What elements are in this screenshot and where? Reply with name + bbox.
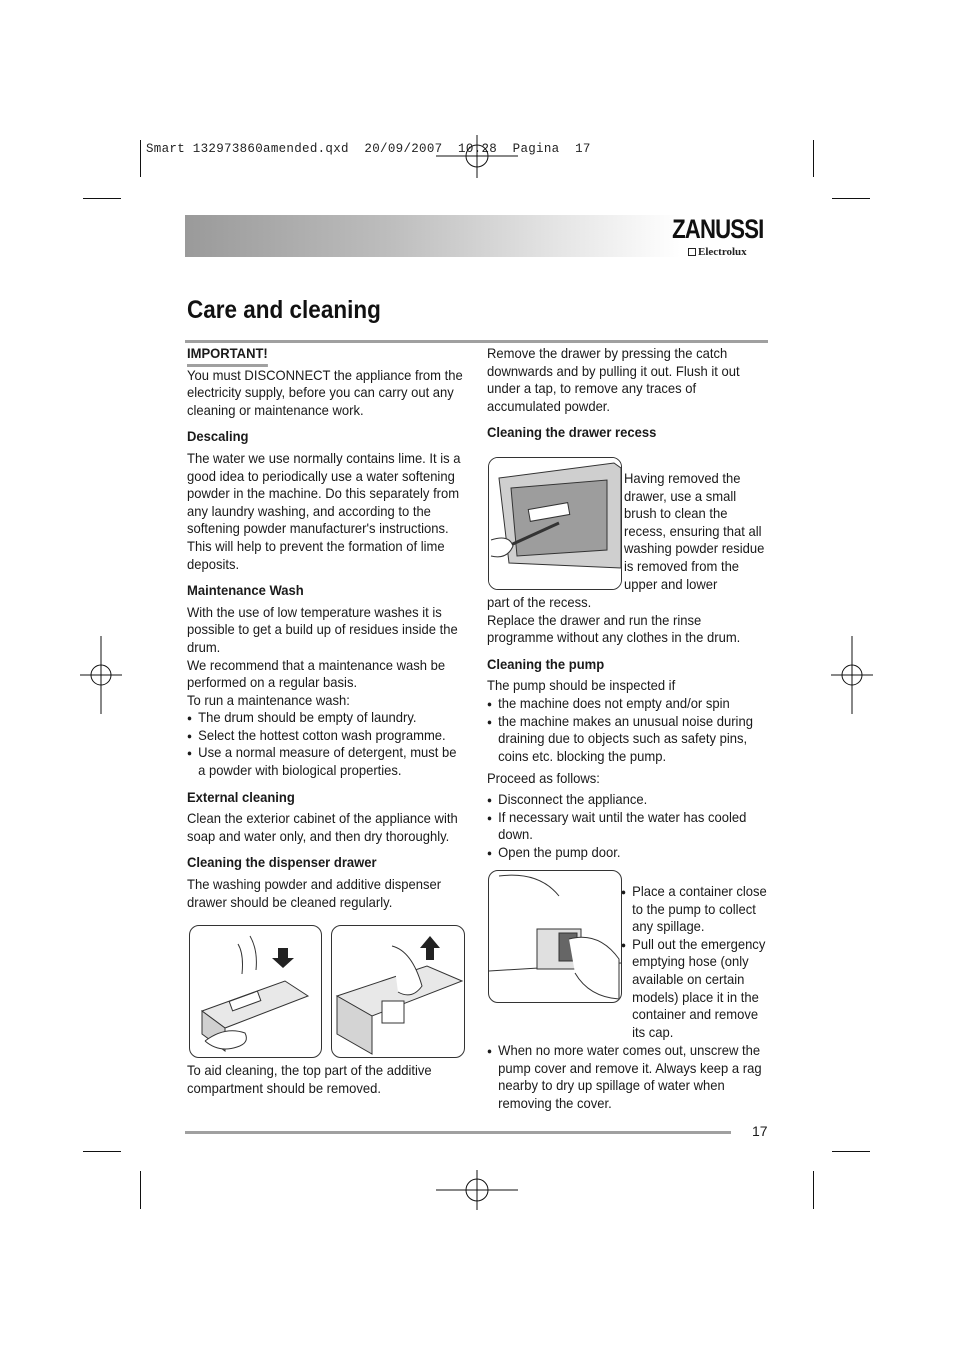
pump-hose-drawing — [489, 871, 621, 1002]
external-cleaning-text: Clean the exterior cabinet of the appliance with soap and water only, and then dry thoroughly. — [187, 810, 458, 844]
maintenance-text: With the use of low temperature washes it is possible to get a build up of residues inside the drum. — [187, 603, 458, 655]
recess-brush-illustration — [488, 457, 622, 590]
electrolux-wordmark: Electrolux — [698, 246, 747, 258]
registration-mark-top — [436, 130, 518, 178]
final-step-list — [487, 1042, 766, 1112]
pump-wrap — [621, 883, 770, 1041]
registration-mark-left — [80, 636, 122, 714]
recess-wrap-text: Having removed the drawer, use a small brush to clean the recess, ensuring that all washing powder residue is removed from the upper and lower — [624, 470, 765, 592]
external-cleaning-heading: External cleaning — [187, 788, 295, 805]
final-step — [487, 1042, 766, 1112]
footer-rule — [185, 1131, 731, 1134]
list-item: ● When no more water comes out, unscrew the pump cover and remove it. Always keep a rag nearby to dry up spillage of water when removing the cover. — [487, 1042, 766, 1112]
crop-mark — [813, 140, 814, 177]
proceed-list — [487, 791, 766, 861]
dispenser-text: The washing powder and additive dispenser drawer should be cleaned regularly. — [187, 876, 442, 910]
recess-brush-drawing — [489, 458, 621, 589]
list-item: ● Place a container close to the pump to collect any spillage. — [621, 883, 770, 936]
crop-mark — [140, 1171, 141, 1209]
proceed-text: Proceed as follows: — [487, 770, 600, 787]
list-item: ● Disconnect the appliance. — [487, 791, 766, 809]
list-item: ● Open the pump door. — [487, 844, 766, 862]
list-item: ● the machine makes an unusual noise during draining due to objects such as safety pins, coins etc. blocking the pump. — [487, 713, 766, 766]
drawer-press-illustration — [189, 925, 322, 1058]
dispenser-after-text: To aid cleaning, the top part of the additive compartment should be removed. — [187, 1062, 432, 1096]
crop-mark — [83, 198, 121, 199]
pump-heading: Cleaning the pump — [487, 655, 605, 672]
registration-mark-right — [831, 636, 873, 714]
pump-hose-illustration — [488, 870, 622, 1003]
recess-replace-text: Replace the drawer and run the rinse programme without any clothes in the drum. — [487, 611, 741, 646]
maintenance-text: To run a maintenance wash: — [187, 691, 350, 708]
drawer-lift-drawing — [332, 926, 464, 1057]
descaling-heading: Descaling — [187, 428, 249, 445]
crop-mark — [140, 140, 141, 177]
registration-mark-bottom — [436, 1170, 518, 1212]
page-title: Care and cleaning — [187, 296, 381, 324]
left-column — [187, 345, 466, 911]
list-item: ● Select the hottest cotton wash programme. — [187, 727, 466, 745]
crop-mark — [832, 198, 870, 199]
recess-heading: Cleaning the drawer recess — [487, 424, 657, 441]
electrolux-mark-icon — [688, 248, 696, 256]
list-item: ● If necessary wait until the water has cooled down. — [487, 809, 766, 844]
recess-continued — [487, 594, 766, 861]
recess-continued-text: part of the recess. — [487, 594, 592, 610]
pump-conditions-list — [487, 695, 766, 765]
pump-steps-list — [621, 883, 770, 1041]
list-item: ● The drum should be empty of laundry. — [187, 709, 466, 727]
page-number: 17 — [752, 1123, 768, 1139]
electrolux-logo — [688, 246, 747, 258]
dispenser-heading: Cleaning the dispenser drawer — [187, 854, 377, 871]
maintenance-list — [187, 709, 466, 779]
drawer-press-drawing — [190, 926, 321, 1057]
crop-mark — [832, 1151, 870, 1152]
list-item: ● the machine does not empty and/or spin — [487, 695, 766, 713]
remove-drawer-text: Remove the drawer by pressing the catch downwards and by pulling it out. Flush it out under a tap, to remove any traces of accumulated powder. — [487, 345, 740, 414]
descaling-text: The water we use normally contains lime. It is a good idea to periodically use a water softening powder in the machine. Do this separately from any laundry washing, and according to the softening powder manufacturer's instructions. This will help to prevent the formation of lime deposits. — [187, 449, 461, 572]
drawer-lift-illustration — [331, 925, 465, 1058]
important-text: You must DISCONNECT the appliance from the electricity supply, before you can carry out any cleaning or maintenance work. — [187, 366, 463, 418]
zanussi-logo: ZANUSSI — [672, 214, 764, 244]
crop-mark — [813, 1171, 814, 1209]
maintenance-heading: Maintenance Wash — [187, 582, 304, 599]
list-item: ● Pull out the emergency emptying hose (only available on certain models) place it in the container and remove its cap. — [621, 936, 770, 1042]
crop-mark — [83, 1151, 121, 1152]
important-heading: IMPORTANT! — [187, 345, 268, 367]
title-rule — [185, 340, 768, 343]
pump-text: The pump should be inspected if — [487, 677, 676, 694]
list-item: ● Use a normal measure of detergent, must be a powder with biological properties. — [187, 744, 466, 779]
maintenance-text: We recommend that a maintenance wash be performed on a regular basis. — [187, 656, 446, 691]
right-column — [487, 345, 767, 442]
print-slug: Smart 132973860amended.qxd 20/09/2007 10.28 Pagina 17 — [146, 142, 591, 156]
